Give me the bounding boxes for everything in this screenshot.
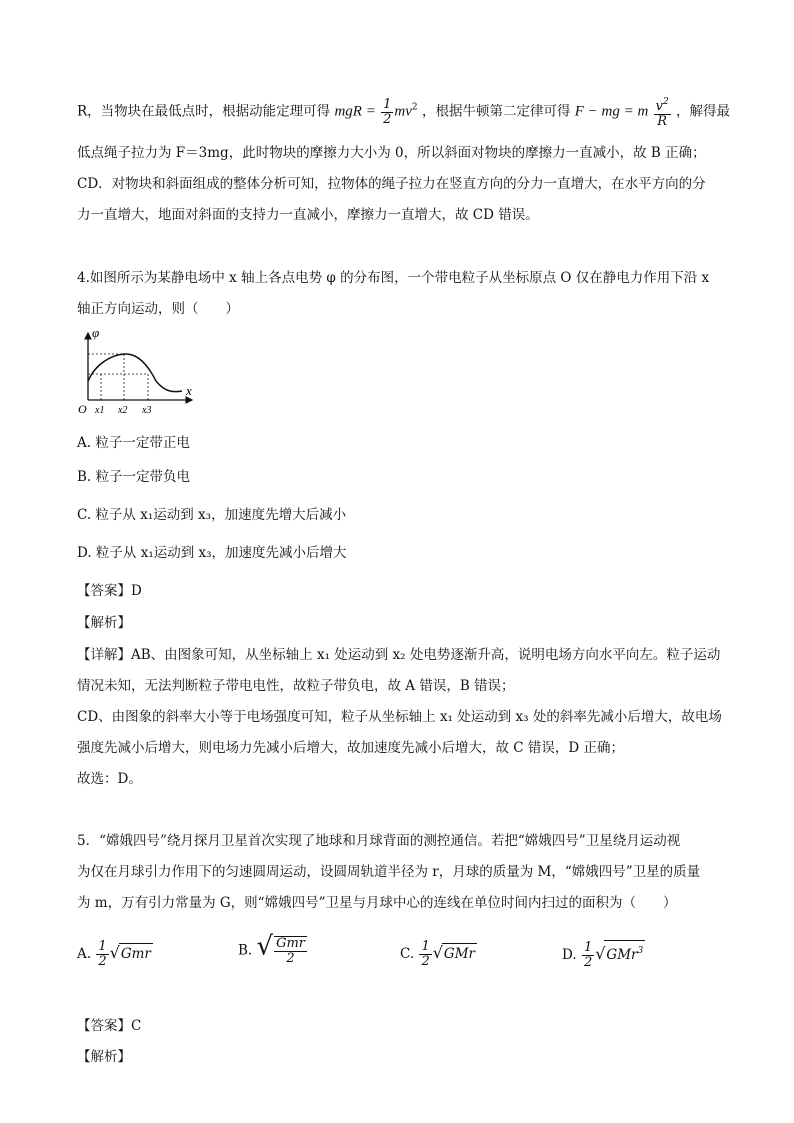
denominator: 2: [286, 951, 295, 966]
exponent: 2: [662, 97, 669, 107]
q4-option-c: C. 粒子从 x₁运动到 x₃，加速度先增大后减小: [77, 507, 347, 523]
q5-stem-line-1: 5．“嫦娥四号”绕月探月卫星首次实现了地球和月球背面的测控通信。若把“嫦娥四号”卫星绕月运动视: [77, 833, 681, 849]
origin-label: O: [78, 402, 87, 416]
fraction-half: [96, 940, 108, 969]
radicand: GMr: [442, 943, 477, 964]
q5-option-b: [238, 931, 308, 966]
q5-option-a: [77, 940, 153, 969]
numerator: 1: [383, 96, 392, 112]
equation-energy-rhs: mv: [394, 103, 412, 120]
q4-option-a: A. 粒子一定带正电: [77, 435, 190, 451]
option-label: C.: [400, 946, 415, 962]
fraction-v2-over-r: [654, 95, 671, 129]
q4-detail-line-5: 故选：D。: [77, 771, 142, 787]
tick-x3: x3: [142, 405, 152, 416]
q5-answer: 【答案】C: [77, 1018, 142, 1034]
q3-line-2: 低点绳子拉力为 F＝3mg，此时物块的摩擦力大小为 0，所以斜面对物块的摩擦力一直减小，故 B 正确；: [77, 145, 706, 161]
potential-curve: [88, 354, 182, 392]
q4-option-b: B. 粒子一定带负电: [77, 469, 191, 485]
q4-stem-line-2: 轴正方向运动，则（ ）: [77, 301, 239, 317]
numerator: [654, 95, 671, 115]
q4-detail-line-4: 强度先减小后增大，则电场力先减小后增大，故加速度先减小后增大，故 C 错误，D 正确；: [77, 740, 625, 756]
x-axis-label: x: [186, 383, 192, 398]
sqrt-icon: √: [109, 943, 120, 962]
q5-option-d: [562, 940, 645, 970]
text: ，解得最: [676, 103, 731, 120]
tick-x2: x2: [118, 405, 128, 416]
text: R，当物块在最低点时，根据动能定理可得: [77, 103, 331, 120]
q4-stem-line-1: 4.如图所示为某静电场中 x 轴上各点电势 φ 的分布图，一个带电粒子从坐标原点 O 仅在静电力作用下沿 x: [77, 270, 710, 286]
option-label: A.: [77, 946, 92, 962]
q3-line-1: [77, 95, 730, 129]
q4-detail-line-1: 【详解】AB、由图象可知，从坐标轴上 x₁ 处运动到 x₂ 处电势逐渐升高，说明电场方向水平向左。粒子运动: [77, 647, 721, 663]
q5-stem-line-2: 为仅在月球引力作用下的匀速圆周运动，设圆周轨道半径为 r，月球的质量为 M，“嫦娥四号”卫星的质量: [77, 864, 701, 880]
sqrt-icon: √: [256, 931, 274, 962]
equation-energy-lhs: mgR =: [334, 103, 376, 120]
radicand: Gmr: [119, 943, 153, 964]
fraction-half: [582, 941, 594, 970]
numerator: 1: [98, 939, 107, 954]
potential-graph: [72, 325, 202, 420]
y-axis-label: φ: [92, 325, 100, 340]
q3-line-4: 力一直增大，地面对斜面的支持力一直减小，摩擦力一直增大，故 CD 错误。: [77, 207, 539, 223]
sqrt-icon: √: [432, 943, 443, 962]
exponent: 3: [637, 946, 644, 956]
text: ，根据牛顿第二定律可得: [421, 103, 571, 120]
q5-stem-line-3: 为 m，万有引力常量为 G，则“嫦娥四号”卫星与月球中心的连线在单位时间内扫过的面积为（ ）: [77, 895, 677, 911]
sqrt-icon: √: [595, 944, 606, 963]
fraction-half: [419, 940, 431, 969]
fraction-half: [381, 98, 393, 127]
denominator: 2: [421, 954, 430, 969]
q3-line-3: CD．对物块和斜面组成的整体分析可知，拉物体的绳子拉力在竖直方向的分力一直增大，在水平方向的分: [77, 176, 706, 192]
q5-option-c: [400, 940, 477, 969]
numerator: 1: [421, 939, 430, 954]
numerator: Gmr: [276, 936, 306, 951]
q4-analysis-label: 【解析】: [77, 615, 131, 631]
denominator: 2: [383, 111, 392, 127]
denominator: 2: [98, 954, 107, 969]
radicand-text: GMr: [606, 947, 638, 963]
denominator: 2: [583, 955, 593, 970]
exponent: 2: [411, 102, 418, 113]
q5-analysis-label: 【解析】: [77, 1049, 131, 1065]
option-label: B.: [238, 942, 253, 959]
q4-answer: 【答案】D: [77, 583, 142, 599]
tick-x1: x1: [95, 405, 105, 416]
option-label: D.: [562, 947, 577, 963]
equation-newton-lhs: F − mg = m: [574, 103, 649, 120]
fraction-radicand: [274, 936, 307, 966]
denominator: R: [657, 114, 668, 129]
radicand: [604, 940, 645, 965]
q4-detail-line-3: CD、由图象的斜率大小等于电场强度可知，粒子从坐标轴上 x₁ 处运动到 x₃ 处的斜率先减小后增大，故电场: [77, 709, 722, 725]
var-v: v: [655, 99, 663, 114]
q4-option-d: D. 粒子从 x₁运动到 x₃，加速度先减小后增大: [77, 545, 347, 561]
numerator: 1: [583, 940, 593, 955]
q4-detail-line-2: 情况未知，无法判断粒子带电电性，故粒子带负电，故 A 错误，B 错误；: [77, 678, 515, 694]
